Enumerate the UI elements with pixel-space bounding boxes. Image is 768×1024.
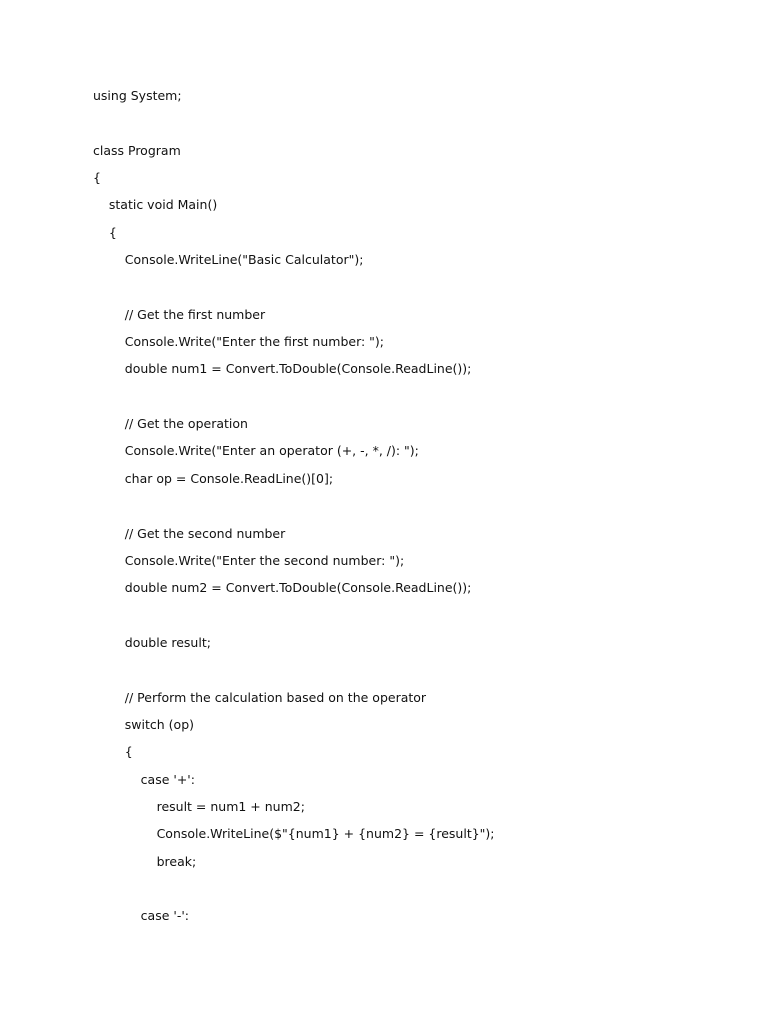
code-line [93, 383, 495, 410]
code-line: // Get the second number [93, 525, 286, 541]
code-line: double num1 = Convert.ToDouble(Console.ReadLine()); [93, 361, 472, 377]
code-line: // Get the first number [93, 306, 266, 322]
code-line [93, 875, 495, 902]
code-line: Console.Write("Enter the second number: "); [93, 552, 405, 568]
code-line: double num2 = Convert.ToDouble(Console.ReadLine()); [93, 580, 472, 596]
code-line: { [93, 224, 117, 240]
code-line: case '-': [93, 908, 189, 924]
code-line: char op = Console.ReadLine()[0]; [93, 470, 334, 486]
code-line: Console.Write("Enter an operator (+, -, *, /): "); [93, 443, 419, 459]
code-line [93, 109, 495, 136]
code-line: { [93, 170, 101, 186]
code-line: Console.Write("Enter the first number: "); [93, 334, 385, 350]
code-line: result = num1 + num2; [93, 798, 305, 814]
code-line: using System; [93, 88, 182, 103]
code-line: class Program [93, 142, 181, 158]
code-listing [93, 82, 495, 930]
code-line: // Get the operation [93, 416, 248, 432]
code-line: case '+': [93, 771, 195, 787]
code-line: double result; [93, 634, 211, 650]
code-line [93, 602, 495, 629]
code-line [93, 656, 495, 683]
code-line: Console.WriteLine($"{num1} + {num2} = {result}"); [93, 826, 495, 842]
code-line: static void Main() [93, 197, 218, 213]
code-line: { [93, 744, 133, 760]
code-line [93, 492, 495, 519]
code-line: // Perform the calculation based on the operator [93, 689, 427, 705]
code-line: Console.WriteLine("Basic Calculator"); [93, 252, 364, 268]
code-line: switch (op) [93, 716, 195, 732]
code-line: break; [93, 853, 197, 869]
code-line [93, 273, 495, 300]
